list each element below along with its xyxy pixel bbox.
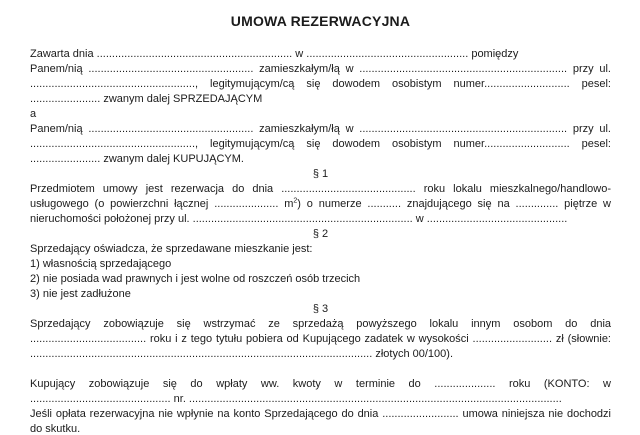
- section-2-heading: § 2: [312, 228, 329, 240]
- buyer-party-clause: Panem/nią ...................................................... zamieszkałym/łą w .................................................................... przy ul. ......................................................, legitymującym/cą się dowodem osobistym numer............................ pesel: ....................... zwanym dalej KUPUJĄCYM.: [30, 123, 611, 165]
- section-1-body-start: Przedmiotem umowy jest rezerwacja do dnia ............................................ roku lokalu mieszkalnego/handlowo-usługowego (o powierzchni łącznej ..................... m: [30, 183, 611, 210]
- document-title: UMOWA REZERWACYJNA: [230, 13, 411, 29]
- opening-line: Zawarta dnia ................................................................ w ..................................................... pomiędzy: [30, 48, 519, 60]
- party-connector: a: [30, 108, 37, 120]
- list-item-no-legal-defects: 2) nie posiada wad prawnych i jest wolne od roszczeń osób trzecich: [30, 273, 361, 285]
- section-1-body: [30, 182, 611, 227]
- payment-clause: Kupujący zobowiązuje się do wpłaty ww. kwoty w terminie do .................... roku (KONTO: w .............................................. nr. ..........................................................................................................................: [30, 378, 611, 405]
- section-3-heading: § 3: [312, 303, 329, 315]
- section-2-intro: Sprzedający oświadcza, że sprzedawane mieszkanie jest:: [30, 243, 313, 255]
- list-item-no-debt: 3) nie jest zadłużone: [30, 288, 131, 300]
- void-clause: Jeśli opłata rezerwacyjna nie wpłynie na konto Sprzedającego do dnia ......................... umowa niniejsza nie dochodzi do skutku.: [30, 408, 611, 435]
- seller-party-clause: Panem/nią ...................................................... zamieszkałym/łą w .................................................................... przy ul. ......................................................, legitymującym/cą się dowodem osobistym numer............................ pesel: ....................... zwanym dalej SPRZEDAJĄCYM: [30, 63, 611, 105]
- section-1-body-end: ) o numerze ........... znajdującego się na .............. piętrze w nieruchomości położonej przy ul. ........................................................................ w ..............................................: [30, 198, 611, 225]
- deposit-clause: Sprzedający zobowiązuje się wstrzymać ze sprzedażą powyższego lokalu innym osobom do dnia ...................................... roku i z tego tytułu pobiera od Kupującego zadatek w wysokości .......................... zł (słownie: ................................................................................................................ złotych 00/100).: [30, 318, 611, 360]
- section-1-heading: § 1: [312, 168, 329, 180]
- square-meter-superscript: 2: [293, 197, 298, 205]
- list-item-ownership: 1) własnością sprzedającego: [30, 258, 172, 270]
